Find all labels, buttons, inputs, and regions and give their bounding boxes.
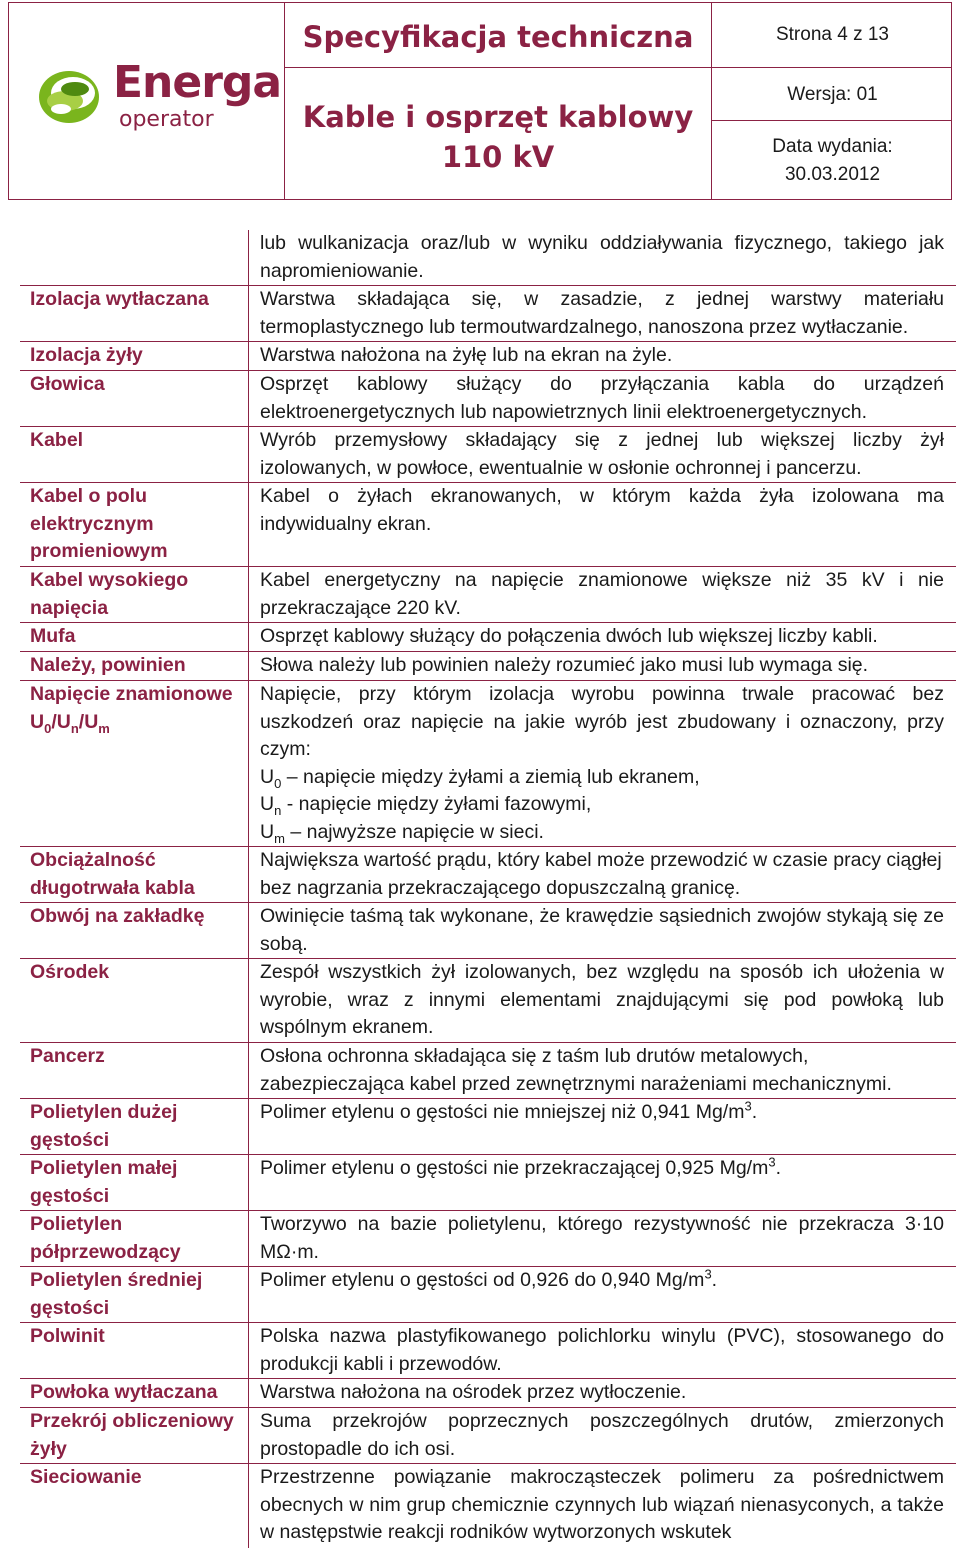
- table-row: [20, 342, 956, 371]
- term: Należy, powinien: [30, 654, 186, 676]
- term-symbol: $U_0/U_n/U_m$: [30, 710, 110, 736]
- header-divider: [711, 120, 951, 121]
- definition: Warstwa składająca się, w zasadzie, z jednej warstwy materiału termoplastycznego lub termoutwardzalnego, nanoszona przez wytłaczanie.: [260, 288, 944, 338]
- term: Kabel: [30, 429, 84, 451]
- term: [30, 681, 244, 736]
- document-type-title: Specyfikacja techniczna: [302, 20, 694, 54]
- definition: Polimer etylenu o gęstości od 0,926 do 0,940 $Mg/m^3$.: [260, 1266, 718, 1291]
- document-header: [8, 2, 952, 200]
- term: Sieciowanie: [30, 1466, 142, 1488]
- table-row: [20, 652, 956, 681]
- term: Obciążalność długotrwała kabla: [30, 849, 195, 899]
- term: Powłoka wytłaczana: [30, 1381, 218, 1403]
- definition: Polska nazwa plastyfikowanego polichlorku winylu (PVC), stosowanego do produkcji kabli i przewodów.: [260, 1325, 944, 1375]
- table-row: [20, 1464, 956, 1548]
- issue-date-label: Data wydania:: [772, 136, 893, 157]
- term: Izolacja wytłaczana: [30, 288, 209, 310]
- table-row: [20, 1323, 956, 1379]
- definition: Kabel o żyłach ekranowanych, w którym każda żyła izolowana ma indywidualny ekran.: [260, 485, 944, 535]
- table-row: [20, 959, 956, 1043]
- term: Polwinit: [30, 1325, 105, 1347]
- term: Polietylen małej gęstości: [30, 1157, 178, 1207]
- table-row: [20, 1155, 956, 1211]
- definition: Owinięcie taśmą tak wykonane, że krawędzie sąsiednich zwojów stykają się ze sobą.: [260, 905, 944, 955]
- definition: Zespół wszystkich żył izolowanych, bez względu na sposób ich ułożenia w wyrobie, wraz z innymi elementami znajdującymi się pod powłoką lub wspólnym ekranem.: [260, 961, 944, 1038]
- definition: Kabel energetyczny na napięcie znamionowe większe niż 35 kV i nie przekraczające 220 kV.: [260, 569, 944, 619]
- term-text: Napięcie znamionowe: [30, 683, 233, 705]
- term: Kabel o polu elektrycznym promieniowym: [30, 485, 168, 562]
- table-row: [20, 623, 956, 652]
- table-row: [20, 1408, 956, 1464]
- definition: Warstwa nałożona na żyłę lub na ekran na żyle.: [260, 344, 673, 366]
- table-row: [20, 483, 956, 567]
- page-number: Strona 4 z 13: [775, 24, 890, 45]
- table-row: [20, 1099, 956, 1155]
- definition: Słowa należy lub powinien należy rozumieć jako musi lub wymaga się.: [260, 654, 869, 676]
- table-row: [20, 371, 956, 427]
- issue-date-value: 30.03.2012: [784, 164, 881, 185]
- definition-item: $U_0$ – napięcie między żyłami a ziemią lub ekranem,: [260, 765, 700, 791]
- table-row: [20, 681, 956, 847]
- term: Izolacja żyły: [30, 344, 143, 366]
- table-row: [20, 427, 956, 483]
- term: Ośrodek: [30, 961, 110, 983]
- header-divider: [284, 67, 951, 68]
- definition-text: Napięcie, przy którym izolacja wyrobu powinna trwale pracować bez uszkodzeń oraz napięcie na jakie wyrób jest zbudowany i oznaczony, przy czym:: [260, 683, 944, 760]
- table-row: [20, 567, 956, 623]
- table-row: [20, 230, 956, 286]
- definition: Wyrób przemysłowy składający się z jednej lub większej liczby żył izolowanych, w powłoce, ewentualnie w osłonie ochronnej i pancerzu.: [260, 429, 944, 479]
- table-row: [20, 1267, 956, 1323]
- term: Przekrój obliczeniowy żyły: [30, 1410, 234, 1460]
- definition: Największa wartość prądu, który kabel może przewodzić w czasie pracy ciągłej bez nagrzania przekraczającego dopuszczalną granicę.: [260, 849, 942, 899]
- definition: [260, 681, 944, 846]
- logo-wordmark: Energa: [113, 57, 282, 108]
- definitions-table: [20, 230, 956, 1548]
- table-row: [20, 847, 956, 903]
- term: Obwój na zakładkę: [30, 905, 205, 927]
- table-row: [20, 1043, 956, 1099]
- definition: Osprzęt kablowy służący do połączenia dwóch lub większej liczby kabli.: [260, 625, 878, 647]
- definition: Osprzęt kablowy służący do przyłączania kabla do urządzeń elektroenergetycznych lub napowietrznych linii elektroenergetycznych.: [260, 373, 944, 423]
- table-row: [20, 903, 956, 959]
- definition: Polimer etylenu o gęstości nie mniejszej niż 0,941 $Mg/m^3$.: [260, 1098, 758, 1123]
- logo-subtitle: operator: [119, 107, 214, 132]
- definition-item: $U_m$ – najwyższe napięcie w sieci.: [260, 820, 544, 846]
- document-voltage-title: 110 kV: [441, 140, 555, 174]
- term: Mufa: [30, 625, 76, 647]
- term: Kabel wysokiego napięcia: [30, 569, 189, 619]
- definition: lub wulkanizacja oraz/lub w wyniku oddziaływania fizycznego, takiego jak napromieniowanie.: [260, 232, 944, 282]
- table-row: [20, 286, 956, 342]
- term: Pancerz: [30, 1045, 105, 1067]
- term: Polietylen średniej gęstości: [30, 1269, 203, 1319]
- document-subject-title: Kable i osprzęt kablowy: [302, 100, 694, 134]
- table-row: [20, 1379, 956, 1408]
- energa-swirl-logo-icon: [35, 59, 109, 133]
- definition-item: $U_n$ - napięcie między żyłami fazowymi,: [260, 793, 592, 818]
- definition: Warstwa nałożona na ośrodek przez wytłoczenie.: [260, 1381, 687, 1403]
- term: Polietylen półprzewodzący: [30, 1213, 181, 1263]
- definition: Suma przekrojów poprzecznych poszczególnych drutów, zmierzonych prostopadle do ich osi.: [260, 1410, 944, 1460]
- definition: Polimer etylenu o gęstości nie przekraczającej 0,925 $Mg/m^3$.: [260, 1154, 781, 1179]
- table-row: [20, 1211, 956, 1267]
- term: Głowica: [30, 373, 105, 395]
- definition: Przestrzenne powiązanie makrocząsteczek polimeru za pośrednictwem obecnych w nim grup chemicznie czynnych lub wiązań nienasyconych, a także w następstwie reakcji rodników wytworzonych wskutek: [260, 1466, 944, 1543]
- definition: Tworzywo na bazie polietylenu, którego rezystywność nie przekracza 3·10 MΩ·m.: [260, 1213, 944, 1263]
- term: Polietylen dużej gęstości: [30, 1101, 178, 1151]
- company-logo: [35, 57, 282, 147]
- definition: Osłona ochronna składająca się z taśm lub drutów metalowych, zabezpieczająca kabel przed zewnętrznymi narażeniami mechanicznymi.: [260, 1045, 892, 1095]
- version-label: Wersja: 01: [787, 84, 878, 105]
